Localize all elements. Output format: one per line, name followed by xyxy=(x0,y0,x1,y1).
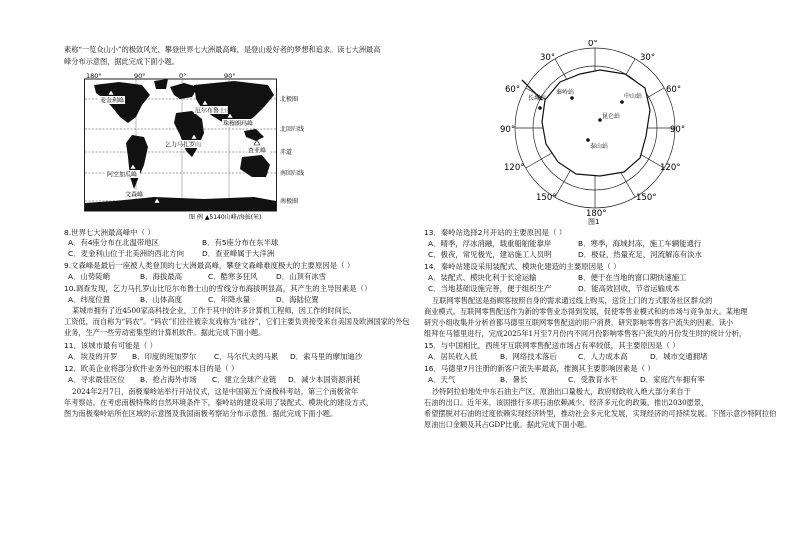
polar-label: 120° xyxy=(660,163,681,173)
q12-option-c[interactable]: C．建立全球产业链 xyxy=(212,375,277,384)
passage-4-line-2: 商业模式。互联网零售配送作为新的零售业态得到发展，促使零售业模式和的市场与竞争加大。某地理 xyxy=(424,307,748,316)
q9-stem: 9.文森峰是最后一座被人类登顶的七大洲最高峰，攀登文森峰难度极大的主要原因是（ ） xyxy=(64,261,355,270)
q10-option-b[interactable]: B．山体高度 xyxy=(140,295,183,304)
q14-option-c[interactable]: C．当地基础设施完善，便于组织生产 xyxy=(428,284,552,293)
lat-label: 南极圈 xyxy=(280,198,299,205)
passage-4-line-1: 互联网零售配送是指顾客按照自身的需求通过线上购买，送货上门的方式服务社区群众的 xyxy=(432,296,713,305)
peak-label: 珠穆朗玛峰 xyxy=(223,120,254,128)
station-label: 秦岭站 xyxy=(556,89,575,96)
passage-5-line-2: 石油的出口。近年来，该国推行多项石油依赖减少、经济多元化的政策，推出2030愿景， xyxy=(424,398,709,407)
passage-4-line-4: 组拜在马德里进行，完成2025年1月至7月份内不同月份影响零售客户流失的月份发生时的统计分析， xyxy=(424,329,747,338)
lat-label: 北极圈 xyxy=(280,96,299,103)
q13-stem: 13．秦岭站选择2月开站的主要原因是（ ） xyxy=(424,228,567,237)
q9-option-a[interactable]: A．山势陡峭 xyxy=(68,272,111,281)
figure-caption: 图1 xyxy=(588,218,600,225)
q12-option-d[interactable]: D．减少本国资源消耗 xyxy=(288,375,361,384)
q9-option-c[interactable]: C．酷寒多狂风 xyxy=(208,272,258,281)
passage-5-line-4: 原油出口金额及其占GDP比重。据此完成下面小题。 xyxy=(424,420,592,429)
peak-label: 文森峰 xyxy=(125,191,144,199)
station-label: 中山站 xyxy=(624,93,643,100)
q10-option-a[interactable]: A．纬度位置 xyxy=(68,295,111,304)
q15-stem: 15．与中国相比，西班牙互联网零售配送市场占有率较低，其主要原因是（ ） xyxy=(424,341,680,350)
q8-option-b[interactable]: B．有5座分布在东半球 xyxy=(202,238,279,247)
q16-option-a[interactable]: A．天气 xyxy=(428,375,456,384)
polar-label: 90° xyxy=(670,125,686,135)
lon-label: 90° xyxy=(134,73,146,80)
passage-4-line-3: 研究小组收集并分析首都马德里互联网零售配送的用户消费，研究影响零售客户流失的因素。读小 xyxy=(424,318,734,327)
q8-option-d[interactable]: D．查亚峰属于大洋洲 xyxy=(202,249,275,258)
passage-2-line-1: 某城市拥有了近4500家高科技企业，工作于其中的许多计算机工程师，因工作的时间长、 xyxy=(72,306,357,315)
q8-stem: 8.世界七大洲最高峰中（ ） xyxy=(64,228,155,237)
passage-3-line-3: 图为南极秦岭站所在区域的示意图及我国南极考察站分布示意图。据此完成下面小题。 xyxy=(64,409,338,418)
q10-option-d[interactable]: D．海陆位置 xyxy=(276,295,319,304)
q8-option-c[interactable]: C．麦金利山位于北美洲的西北方向 xyxy=(68,249,185,258)
map-legend: 图 例 ▲5140山峰/海拔(米) xyxy=(189,214,262,221)
world-peaks-map xyxy=(84,73,322,221)
q11-option-c[interactable]: C．马尔代夫的马累 xyxy=(214,352,279,361)
q16-stem: 16．马德里7月注册的新客户流失率最高，推测其主要影响因素是（ ） xyxy=(424,364,655,373)
q13-option-a[interactable]: A．晴季，浮冰消融，载重船舶能靠岸 xyxy=(428,239,552,248)
q13-option-b[interactable]: B．寒季，海域封冻，施工车辆能通行 xyxy=(578,239,702,248)
passage-3-line-2: 年考察站。在考虑南极特殊的自然环境条件下，秦岭站的建设采用了装配式、模块化的建设方式， xyxy=(64,398,374,407)
q14-option-b[interactable]: B．便于在当地的窗口期快速施工 xyxy=(578,273,687,282)
q13-option-c[interactable]: C．极夜，常见极光，建站施工人员明 xyxy=(428,250,552,259)
lon-label: 90° xyxy=(224,73,236,80)
peak-label: 乞力马扎罗山 xyxy=(165,141,202,149)
polar-label: 60° xyxy=(505,85,521,95)
polar-label: 0° xyxy=(588,40,598,49)
lat-label: 南回归线 xyxy=(280,170,305,177)
station-label: 长城站 xyxy=(528,95,547,102)
q11-option-b[interactable]: B．印度的班加罗尔 xyxy=(132,352,197,361)
peak-label: 麦金利峰 xyxy=(100,97,125,105)
q14-stem: 14．秦岭站建设采用装配式、模块化建造的主要原因是（ ） xyxy=(424,262,621,271)
antarctic-polar-map xyxy=(500,40,690,225)
q12-option-b[interactable]: B．抢占海外市场 xyxy=(140,375,197,384)
q14-option-a[interactable]: A．装配式、模块化利于长途运输 xyxy=(428,273,537,282)
intro-line-2: 峰分布示意图，据此完成下面小题。 xyxy=(64,57,180,66)
polar-label: 120° xyxy=(504,163,525,173)
q11-option-a[interactable]: A．埃及的开罗 xyxy=(68,352,118,361)
lat-label: 赤道 xyxy=(280,149,293,156)
q12-stem: 12．欧美企业将部分软件业务外包的根本目的是（ ） xyxy=(64,364,239,373)
q16-option-d[interactable]: D．家庭汽车拥有率 xyxy=(640,375,705,384)
q15-option-d[interactable]: D．城市交通拥堵 xyxy=(650,352,708,361)
passage-2-line-3: 业务，生产一些劳动密集型的计算机软件。据此完成下面小题。 xyxy=(64,328,266,337)
q15-option-a[interactable]: A．居民收入低 xyxy=(428,352,478,361)
peak-label: 查亚峰 xyxy=(248,147,267,155)
station-label: 昆仑站 xyxy=(602,113,621,120)
intro-line-1: 素称“一览众山小”的极致风光，攀登世界七大洲最高峰，是登山爱好者的梦想和追求。读七大洲最高 xyxy=(64,45,381,54)
peak-label: 厄尔布鲁士山 xyxy=(195,107,232,115)
polar-label: 60° xyxy=(666,85,682,95)
q9-option-d[interactable]: D．山顶有冰雪 xyxy=(276,272,327,281)
q15-option-c[interactable]: C．人力成本高 xyxy=(578,352,628,361)
q12-option-a[interactable]: A．寻求最佳区位 xyxy=(68,375,125,384)
station-label: 泰山站 xyxy=(590,143,609,150)
polar-label: 150° xyxy=(636,193,657,203)
polar-label: 90° xyxy=(500,125,516,135)
passage-5-line-1: 沙特阿拉伯地处中东石油主产区，原油出口量极大，政府财政收入绝大部分来自于 xyxy=(432,387,691,396)
peak-label: 阿空加瓜峰 xyxy=(107,171,138,179)
passage-5-line-3: 希望摆脱对石油的过度依赖实现经济转型，推动社会多元化发展，实现经济的可持续发展。下图示意沙特阿拉伯 xyxy=(424,409,777,418)
q10-option-c[interactable]: C．年降水量 xyxy=(208,295,251,304)
q9-option-b[interactable]: B．海拔最高 xyxy=(140,272,183,281)
q10-stem: 10.调查发现，乞力马扎罗山比厄尔布鲁士山的雪线分布海拔明显高，其产生的主导因素是（） xyxy=(64,284,372,293)
lat-label: 北回归线 xyxy=(280,126,305,133)
q15-option-b[interactable]: B．网络技术落后 xyxy=(500,352,557,361)
passage-3-line-1: 2024年2月7日，南极秦岭站举行开站仪式，这是中国第五个南极科考站，第三个南极常年 xyxy=(72,387,359,396)
q16-option-c[interactable]: C．受教育水平 xyxy=(568,375,618,384)
lon-label: 180° xyxy=(86,73,102,80)
polar-label: 30° xyxy=(640,53,656,63)
q11-stem: 11．该城市最有可能是（ ） xyxy=(64,341,158,350)
q13-option-d[interactable]: D．极昼，热量充足，河流解冻有淡水 xyxy=(578,250,702,259)
polar-label: 30° xyxy=(540,53,556,63)
q14-option-d[interactable]: D．能高效回收，节省运输成本 xyxy=(578,284,680,293)
polar-label: 180° xyxy=(586,209,607,219)
polar-label: 150° xyxy=(536,193,557,203)
passage-2-line-2: 工资低，而自称为“码农”。“码农”们往往被亲友戏称为“硅谷”，它们主要负责接受来自美国及欧洲国家的外包 xyxy=(64,317,410,326)
q16-option-b[interactable]: B．暑长 xyxy=(500,375,528,384)
lon-label: 0° xyxy=(179,73,187,80)
q8-option-a[interactable]: A．有4座分布在北温带地区 xyxy=(68,238,160,247)
q11-option-d[interactable]: D．索马里的摩加迪沙 xyxy=(290,352,363,361)
